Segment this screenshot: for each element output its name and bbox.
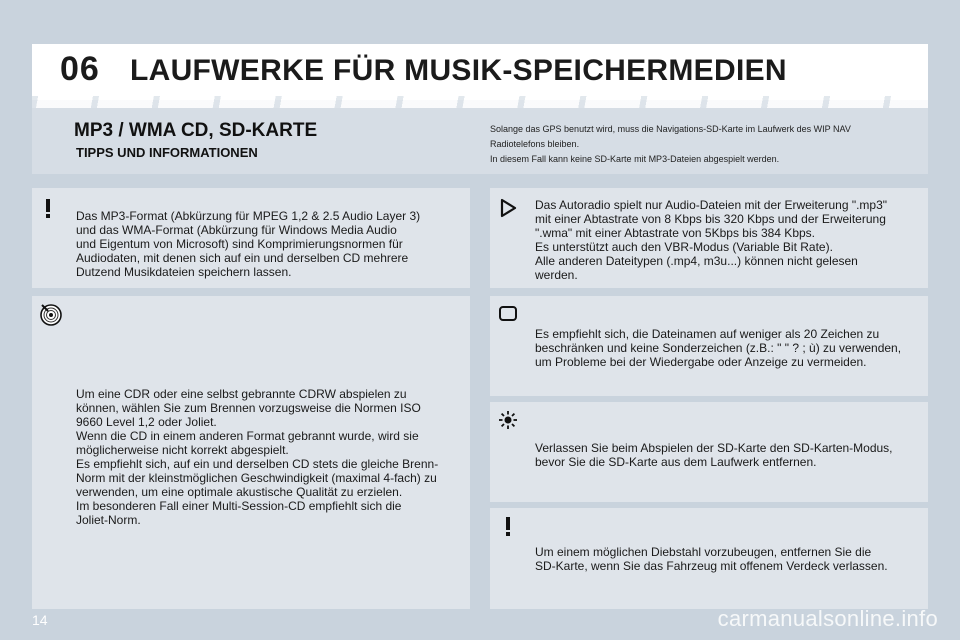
gps-note-line: In diesem Fall kann keine SD-Karte mit MP3-Dateien abgespielt werden. xyxy=(490,154,780,164)
text-line: 9660 Level 1,2 oder Joliet. xyxy=(76,415,217,429)
text-line: Es unterstützt auch den VBR-Modus (Variable Bit Rate). xyxy=(535,240,833,254)
text-line: Um einem möglichen Diebstahl vorzubeugen, entfernen Sie die xyxy=(535,545,872,559)
section-subtitle: TIPPS UND INFORMATIONEN xyxy=(76,145,258,160)
chapter-number: 06 xyxy=(60,50,100,88)
text-line: SD-Karte, wenn Sie das Fahrzeug mit offenem Verdeck verlassen. xyxy=(535,559,888,573)
text-line: Audiodaten, mit denen sich auf ein und derselben CD mehrere xyxy=(76,251,409,265)
watermark: carmanualsonline.info xyxy=(717,606,938,631)
text-line: und das WMA-Format (Abkürzung für Windows Media Audio xyxy=(76,223,397,237)
header-stripes xyxy=(32,96,928,108)
exclamation-icon xyxy=(496,514,520,538)
text-line: und Eigentum von Microsoft) sind Komprimierungsnormen für xyxy=(76,237,403,251)
panel-cdr-burning-text xyxy=(76,387,468,527)
text-line: Im besonderen Fall einer Multi-Session-CD empfiehlt sich die xyxy=(76,499,402,513)
text-line: um Probleme bei der Wiedergabe oder Anzeige zu vermeiden. xyxy=(535,355,867,369)
gps-note-line: Solange das GPS benutzt wird, muss die Navigations-SD-Karte im Laufwerk des WIP NAV xyxy=(490,124,851,134)
play-icon xyxy=(496,196,520,220)
text-line: ".wma" mit einer Abtastrate von 5Kbps bis 384 Kbps. xyxy=(535,226,815,240)
text-line: Das MP3-Format (Abkürzung für MPEG 1,2 & 2.5 Audio Layer 3) xyxy=(76,209,421,223)
section-title: MP3 / WMA CD, SD-KARTE xyxy=(74,120,318,141)
panel-mp3-format-text xyxy=(76,209,466,279)
cd-disc-icon xyxy=(38,302,64,328)
text-line: beschränken und keine Sonderzeichen (z.B.: " " ? ; ù) zu verwenden, xyxy=(535,341,902,355)
panel-sd-mode-text xyxy=(535,441,927,469)
text-line: werden. xyxy=(535,268,578,282)
page-number: 14 xyxy=(32,612,48,628)
text-line: Es empfiehlt sich, auf ein und derselben CD stets die gleiche Brenn- xyxy=(76,457,439,471)
panel-theft-text xyxy=(535,545,927,573)
text-line: Es empfiehlt sich, die Dateinamen auf weniger als 20 Zeichen zu xyxy=(535,327,880,341)
sun-icon xyxy=(496,408,520,432)
gps-note-line: Radiotelefons bleiben. xyxy=(490,139,580,149)
text-line: Dutzend Musikdateien speichern lassen. xyxy=(76,265,292,279)
text-line: bevor Sie die SD-Karte aus dem Laufwerk entfernen. xyxy=(535,455,817,469)
text-line: Das Autoradio spielt nur Audio-Dateien mit der Erweiterung ".mp3" xyxy=(535,198,888,212)
text-line: Alle anderen Dateitypen (.mp4, m3u...) können nicht gelesen xyxy=(535,254,858,268)
text-line: möglicherweise nicht korrekt abgespielt. xyxy=(76,443,289,457)
text-line: können, wählen Sie zum Brennen vorzugsweise die Normen ISO xyxy=(76,401,421,415)
text-line: Verlassen Sie beim Abspielen der SD-Karte den SD-Karten-Modus, xyxy=(535,441,893,455)
panel-file-names-text xyxy=(535,327,927,369)
text-line: mit einer Abtastrate von 8 Kbps bis 320 Kbps und der Erweiterung xyxy=(535,212,886,226)
text-line: Norm mit der kleinstmöglichen Geschwindigkeit (maximal 4-fach) zu xyxy=(76,471,437,485)
text-line: verwenden, um eine optimale akustische Qualität zu erzielen. xyxy=(76,485,403,499)
gps-note xyxy=(490,122,910,167)
rounded-square-icon xyxy=(496,302,520,326)
text-line: Joliet-Norm. xyxy=(76,513,141,527)
exclamation-icon xyxy=(36,196,60,220)
text-line: Um eine CDR oder eine selbst gebrannte CDRW abspielen zu xyxy=(76,387,407,401)
text-line: Wenn die CD in einem anderen Format gebrannt wurde, wird sie xyxy=(76,429,419,443)
panel-file-types-text xyxy=(535,198,925,282)
chapter-title: LAUFWERKE FÜR MUSIK-SPEICHERMEDIEN xyxy=(130,54,787,87)
